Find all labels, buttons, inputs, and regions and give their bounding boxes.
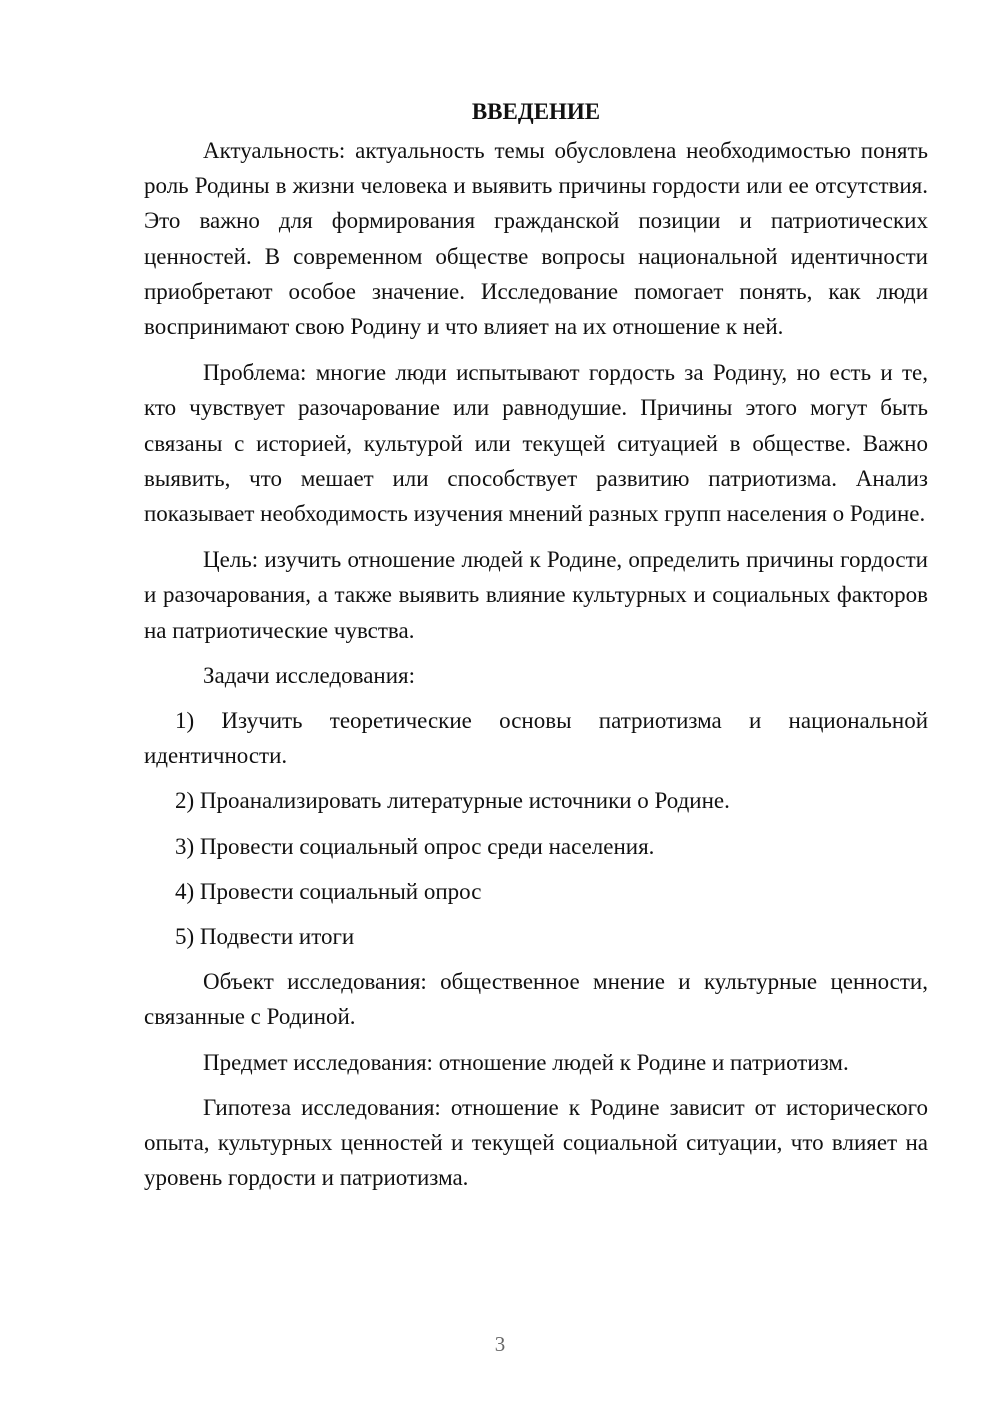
hypothesis-paragraph: Гипотеза исследования: отношение к Родине зависит от исторического опыта, культурных ценностей и текущей социальной ситуации, что влияет на уровень гордости и патриотизма. [144,1094,928,1191]
problem-paragraph: Проблема: многие люди испытывают гордость за Родину, но есть и те, кто чувствует разочарование или равнодушие. Причины этого могут быть связаны с историей, культурой или текущей ситуацией в обществе. Важно выявить, что мешает или способствует развитию патриотизма. Анализ показывает необходимость изучения мнений разных групп населения о Родине. [144,360,928,527]
document-page [144,94,928,1205]
task-item: 2) Проанализировать литературные источники о Родине. [175,788,730,814]
relevance-paragraph: Актуальность: актуальность темы обусловлена необходимостью понять роль Родины в жизни человека и выявить причины гордости или ее отсутствия. Это важно для формирования гражданской позиции и патриотических ценностей. В современном обществе вопросы национальной идентичности приобретают особое значение. Исследование помогает понять, как люди воспринимают свою Родину и что влияет на их отношение к ней. [144,138,928,340]
section-title: ВВЕДЕНИЕ [471,99,601,124]
task-item: 3) Провести социальный опрос среди населения. [175,833,655,859]
subject-paragraph: Предмет исследования: отношение людей к Родине и патриотизм. [203,1049,849,1075]
page-number: 3 [494,1332,506,1356]
task-item: 4) Провести социальный опрос [175,878,482,904]
object-paragraph: Объект исследования: общественное мнение и культурные ценности, связанные с Родиной. [144,969,928,1030]
task-item: 5) Подвести итоги [175,924,355,950]
task-item: 1) Изучить теоретические основы патриотизма и национальной идентичности. [144,708,928,769]
tasks-list [144,703,928,954]
tasks-heading: Задачи исследования: [203,662,416,688]
goal-paragraph: Цель: изучить отношение людей к Родине, определить причины гордости и разочарования, а также выявить влияние культурных и социальных факторов на патриотические чувства. [144,547,928,643]
